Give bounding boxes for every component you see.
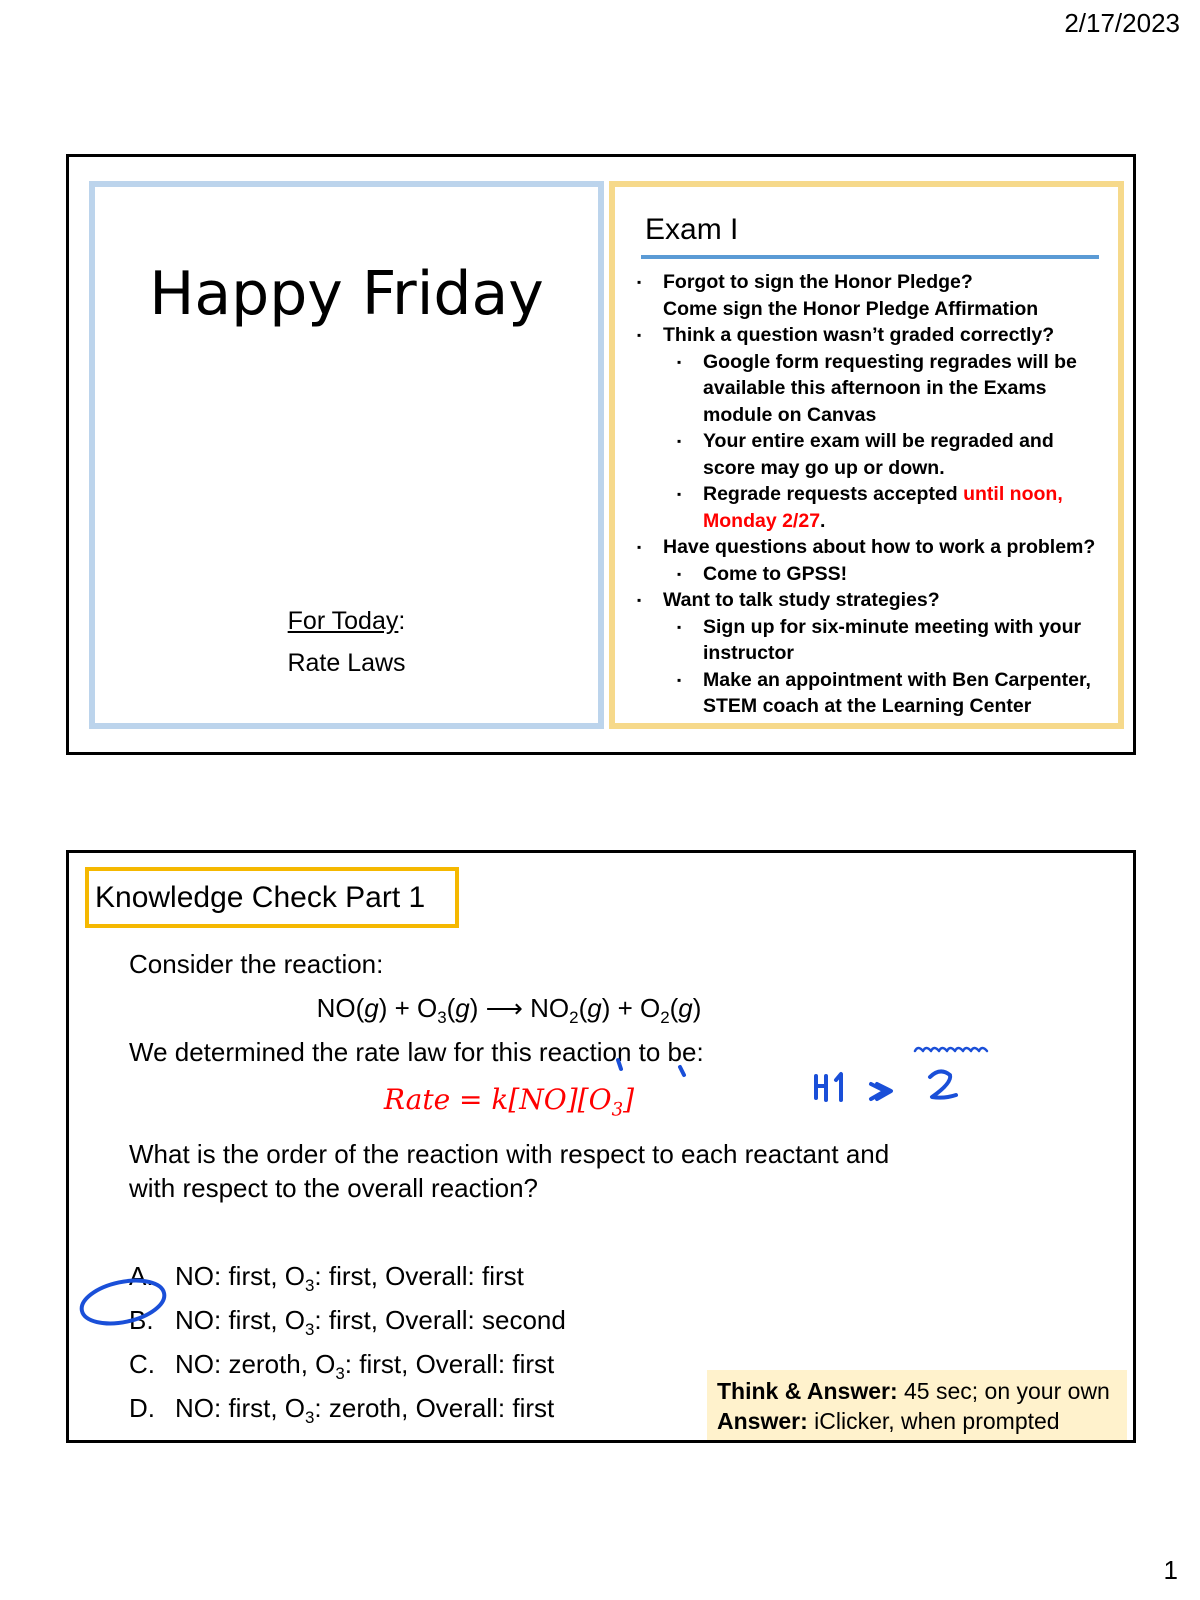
exam-bullet-text: Forgot to sign the Honor Pledge? xyxy=(663,271,973,293)
exam-bullet-text: Come to GPSS! xyxy=(703,562,848,585)
reaction-part: ) + O xyxy=(601,993,661,1023)
exam-bullet-item xyxy=(629,534,1108,561)
bullet-icon: ▪ xyxy=(637,275,642,289)
reaction-part: ( xyxy=(578,993,588,1023)
exam-bullet-item xyxy=(629,269,1108,296)
exam-bullet-item xyxy=(629,296,1108,323)
question-line-1: What is the order of the reaction with respect to each reactant and xyxy=(129,1139,890,1169)
exam-bullet-tail: . xyxy=(820,509,826,532)
reaction-part: ) + O xyxy=(378,993,438,1023)
rate-law-sub: 3 xyxy=(611,1099,624,1121)
reaction-sub: 3 xyxy=(437,1008,447,1028)
think-text: 45 sec; on your own xyxy=(897,1378,1110,1404)
answer-option-c[interactable] xyxy=(129,1349,554,1384)
reaction-sub: 2 xyxy=(660,1008,670,1028)
state-g: g xyxy=(364,993,379,1023)
state-g: g xyxy=(678,993,693,1023)
left-panel xyxy=(89,181,604,729)
answer-letter: B. xyxy=(129,1305,154,1335)
slide-title: Happy Friday xyxy=(149,259,544,329)
bullet-icon: ▪ xyxy=(637,540,642,554)
exam-panel xyxy=(609,181,1124,729)
bullet-icon: ▪ xyxy=(677,487,682,501)
think-answer-box xyxy=(707,1370,1127,1440)
answer-letter: A. xyxy=(129,1261,154,1291)
exam-bullet-text: Want to talk study strategies? xyxy=(663,589,940,611)
reaction-part: ) ⟶ NO xyxy=(469,993,570,1023)
bullet-icon: ▪ xyxy=(677,354,682,369)
exam-bullet-text: Regrade requests accepted xyxy=(703,483,964,505)
bullet-icon: ▪ xyxy=(677,566,682,581)
rate-law-part: ] xyxy=(623,1083,635,1116)
reaction-part: NO( xyxy=(316,993,365,1023)
bullet-icon: ▪ xyxy=(677,434,682,448)
exam-bullet-text: Have questions about how to work a problem? xyxy=(663,536,1096,558)
answer-sub: 3 xyxy=(335,1364,345,1384)
exam-title: Exam I xyxy=(645,213,739,246)
rate-law-equation xyxy=(129,1083,889,1121)
handwritten-overall-note xyxy=(915,1048,987,1051)
exam-bullet-list xyxy=(629,269,1108,720)
rate-intro-text: We determined the rate law for this reaction to be: xyxy=(129,1037,704,1067)
bullet-icon: ▪ xyxy=(677,619,682,634)
exam-bullet-item xyxy=(629,428,1108,481)
answer-sub: 3 xyxy=(305,1408,315,1428)
knowledge-check-title: Knowledge Check Part 1 xyxy=(85,867,459,928)
exam-bullet-text: Google form requesting regrades will be available this afternoon in the Exams module on Canvas xyxy=(703,350,1077,426)
answer-letter: D. xyxy=(129,1393,155,1423)
exam-bullet-text: Your entire exam will be regraded and score may go up or down. xyxy=(703,430,1054,479)
for-today-colon: : xyxy=(398,607,406,635)
slide-knowledge-check xyxy=(66,850,1136,1443)
page-number: 1 xyxy=(1163,1555,1178,1585)
answer-text: NO: first, O xyxy=(175,1393,305,1423)
reaction-part: ( xyxy=(669,993,679,1023)
bullet-icon: ▪ xyxy=(637,328,642,342)
question-line-2: with respect to the overall reaction? xyxy=(129,1173,538,1203)
exam-bullet-text: Sign up for six-minute meeting with your instructor xyxy=(703,615,1082,664)
answer-text: : zeroth, Overall: first xyxy=(314,1393,555,1423)
answer-text: NO: zeroth, O xyxy=(175,1349,336,1379)
answer-option-a[interactable] xyxy=(129,1261,524,1296)
answer-line xyxy=(717,1406,1127,1436)
rate-law-part: Rate = k[NO][O xyxy=(383,1083,612,1116)
answer-text-note: iClicker, when prompted xyxy=(807,1408,1060,1434)
for-today-label: For Today xyxy=(287,607,399,635)
exam-bullet-item xyxy=(629,587,1108,614)
answer-text: : first, Overall: second xyxy=(314,1305,566,1335)
page-date: 2/17/2023 xyxy=(1064,8,1180,38)
answer-label: Answer: xyxy=(717,1408,808,1434)
reaction-part: ) xyxy=(692,993,702,1023)
state-g: g xyxy=(455,993,470,1023)
answer-text: NO: first, O xyxy=(175,1261,305,1291)
exam-bullet-text: Think a question wasn’t graded correctly? xyxy=(663,324,1055,346)
exam-bullet-text: Make an appointment with Ben Carpenter, STEM coach at the Learning Center xyxy=(703,668,1091,717)
answer-option-d[interactable] xyxy=(129,1393,554,1428)
intro-text: Consider the reaction: xyxy=(129,949,384,979)
think-line xyxy=(717,1376,1127,1406)
handwritten-two xyxy=(930,1071,956,1097)
bullet-icon: ▪ xyxy=(637,593,642,607)
exam-bullet-item xyxy=(629,614,1108,667)
answer-text: NO: first, O xyxy=(175,1305,305,1335)
exam-bullet-item xyxy=(629,349,1108,429)
for-today-topic: Rate Laws xyxy=(287,649,406,677)
exponent-mark-o3 xyxy=(680,1067,684,1075)
answer-sub: 3 xyxy=(305,1320,315,1340)
answer-option-b[interactable] xyxy=(129,1305,566,1340)
answer-letter: C. xyxy=(129,1349,155,1379)
state-g: g xyxy=(587,993,602,1023)
think-label: Think & Answer: xyxy=(717,1378,898,1404)
reaction-equation xyxy=(129,993,889,1028)
answer-text: : first, Overall: first xyxy=(314,1261,524,1291)
exam-bullet-item xyxy=(629,322,1108,349)
answer-sub: 3 xyxy=(305,1276,315,1296)
bullet-icon: ▪ xyxy=(677,672,682,687)
reaction-sub: 2 xyxy=(569,1008,579,1028)
slide-happy-friday xyxy=(66,154,1136,755)
answer-text: : first, Overall: first xyxy=(344,1349,555,1379)
for-today-heading xyxy=(95,607,598,636)
exam-bullet-item xyxy=(629,561,1108,588)
exam-title-rule xyxy=(641,255,1099,259)
reaction-part: ( xyxy=(446,993,456,1023)
exam-bullet-item xyxy=(629,667,1108,720)
exam-bullet-item xyxy=(629,481,1108,534)
exam-bullet-deadline: until noon, Monday 2/27 xyxy=(703,483,1063,532)
exam-bullet-text: Come sign the Honor Pledge Affirmation xyxy=(663,297,1039,320)
